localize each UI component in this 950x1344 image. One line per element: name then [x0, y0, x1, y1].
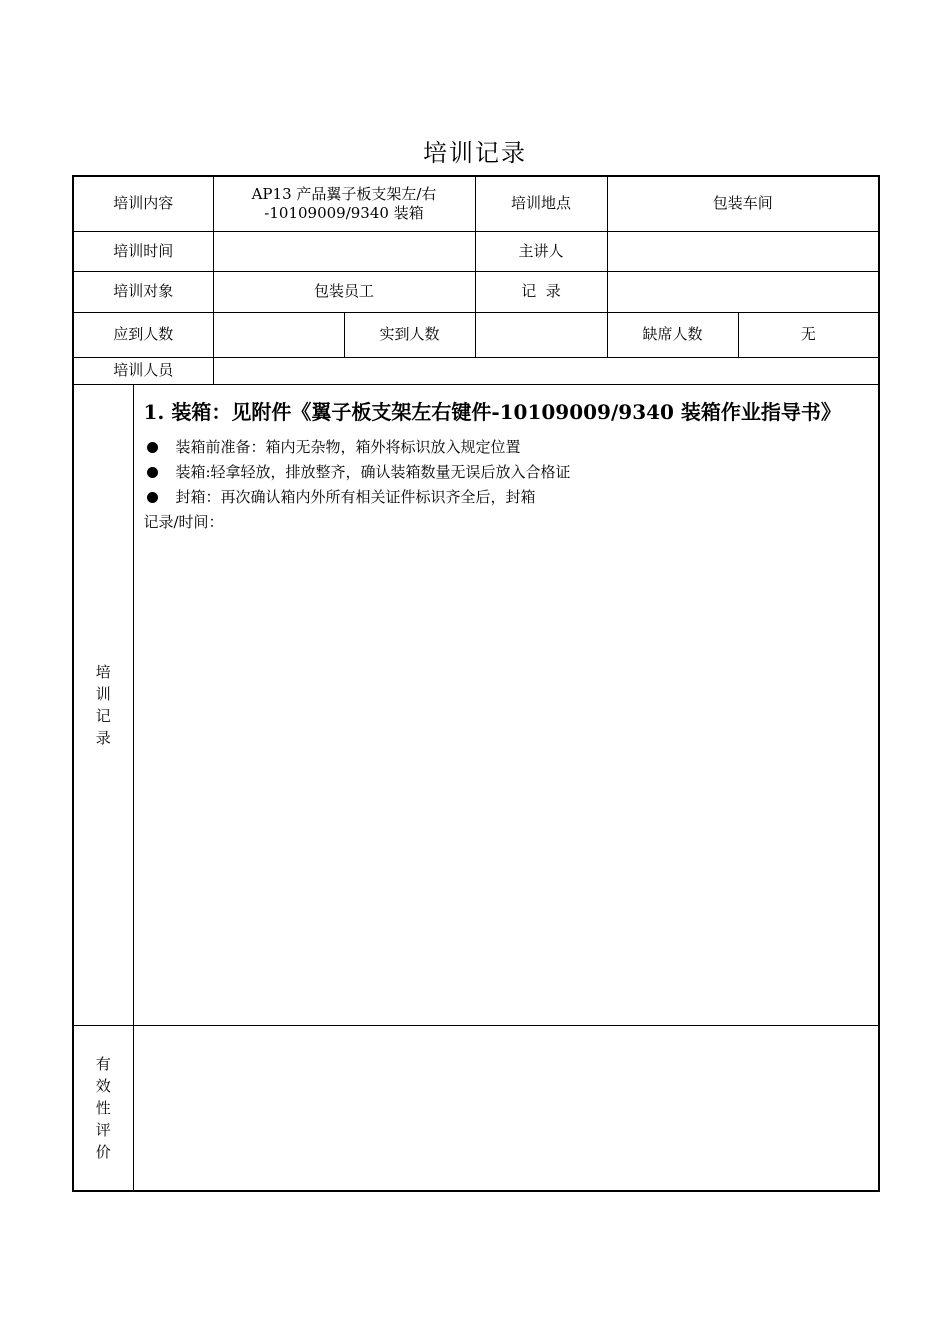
bullet-icon: [147, 442, 158, 453]
record-time-label: 记录/时间：: [143, 513, 224, 531]
training-record-label-cell: [73, 385, 133, 1026]
participants-label: 培训人员: [73, 358, 213, 385]
bullet-text: 装箱前准备：箱内无杂物，箱外将标识放入规定位置: [175, 438, 521, 456]
list-item: [144, 485, 879, 510]
row-training-target: [73, 272, 879, 313]
absent-count-value[interactable]: 无: [738, 313, 879, 358]
expected-count-value[interactable]: [213, 313, 344, 358]
training-content-label: 培训内容: [73, 176, 213, 232]
row-training-content: [73, 176, 879, 232]
expected-count-label: 应到人数: [73, 313, 213, 358]
training-record-table: [72, 175, 880, 1192]
recorder-label: 记 录: [475, 272, 607, 313]
row-training-record: [73, 385, 879, 1026]
training-target-value[interactable]: 包装员工: [213, 272, 475, 313]
training-record-label: 培训记录: [95, 663, 111, 747]
training-content-value[interactable]: [213, 176, 475, 232]
training-time-label: 培训时间: [73, 232, 213, 272]
list-item: [144, 460, 879, 485]
participants-value[interactable]: [213, 358, 879, 385]
absent-count-label: 缺席人数: [607, 313, 738, 358]
evaluation-content[interactable]: [133, 1026, 879, 1192]
row-participants: [73, 358, 879, 385]
actual-count-label: 实到人数: [344, 313, 475, 358]
record-heading: 1. 装箱：见附件《翼子板支架左右键件-10109009/9340 装箱作业指导书》: [143, 400, 841, 424]
evaluation-label-cell: [73, 1026, 133, 1192]
bullet-icon: [147, 492, 158, 503]
bullet-icon: [147, 467, 158, 478]
training-target-label: 培训对象: [73, 272, 213, 313]
speaker-value[interactable]: [607, 232, 879, 272]
training-content-line2: -10109009/9340 装箱: [264, 204, 424, 222]
training-record-content[interactable]: [133, 385, 879, 1026]
speaker-label: 主讲人: [475, 232, 607, 272]
row-training-time: [73, 232, 879, 272]
actual-count-value[interactable]: [475, 313, 607, 358]
row-effectiveness-evaluation: [73, 1026, 879, 1192]
bullet-text: 装箱:轻拿轻放，排放整齐，确认装箱数量无误后放入合格证: [175, 463, 571, 481]
training-time-value[interactable]: [213, 232, 475, 272]
page-title: 培训记录: [423, 139, 527, 167]
recorder-value[interactable]: [607, 272, 879, 313]
training-content-line1: AP13 产品翼子板支架左/右: [251, 184, 437, 203]
bullet-text: 封箱：再次确认箱内外所有相关证件标识齐全后，封箱: [175, 488, 536, 506]
record-bullet-list: [144, 435, 879, 510]
row-attendance: [73, 313, 879, 358]
list-item: [144, 435, 879, 460]
training-location-value[interactable]: 包装车间: [607, 176, 879, 232]
training-location-label: 培训地点: [475, 176, 607, 232]
evaluation-label: 有效性评价: [95, 1055, 111, 1161]
